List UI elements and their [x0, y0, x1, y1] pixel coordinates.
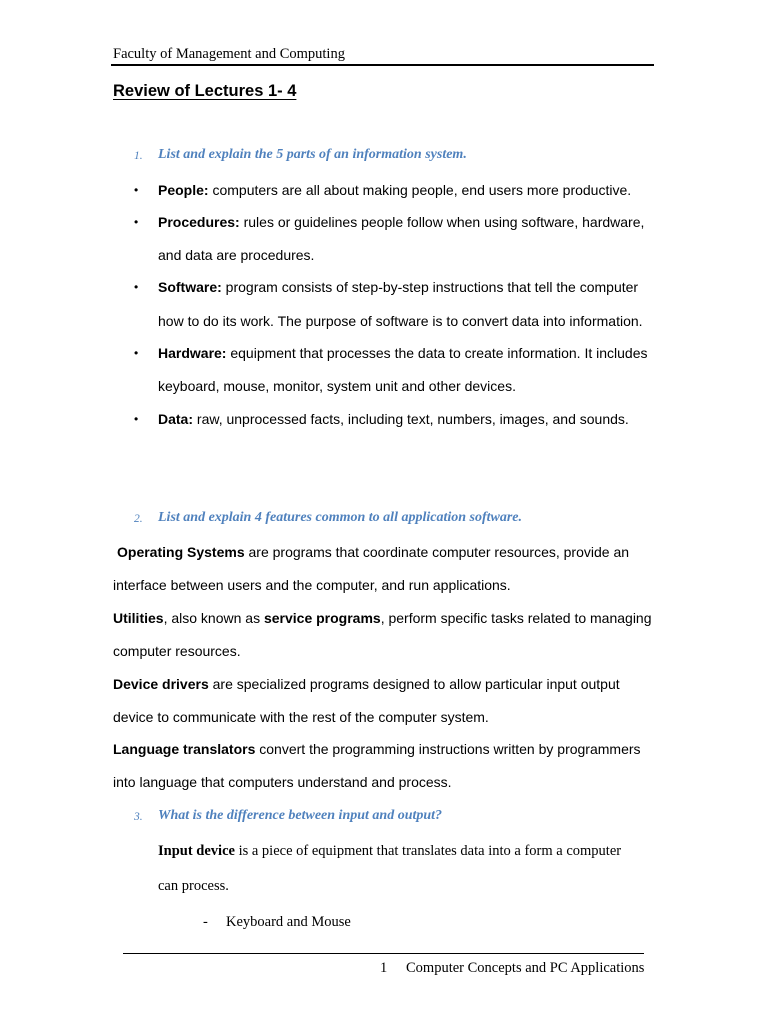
- paragraph-device-drivers-cont: device to communicate with the rest of the computer system.: [113, 709, 489, 725]
- definition-people: computers are all about making people, end users more productive.: [208, 182, 632, 198]
- paragraph-device-drivers: [113, 676, 620, 692]
- definition-language-translators: convert the programming instructions written by programmers: [255, 741, 641, 757]
- question-1-number: 1.: [134, 150, 143, 162]
- term-people: People:: [158, 182, 209, 198]
- running-header: Faculty of Management and Computing: [113, 46, 345, 62]
- list-item-software-cont: how to do its work. The purpose of software is to convert data into information.: [158, 313, 643, 329]
- list-item-software: [158, 279, 638, 295]
- paragraph-language-translators-cont: into language that computers understand and process.: [113, 774, 452, 790]
- utilities-connector: , also known as: [163, 610, 264, 626]
- bullet-dot: •: [134, 346, 139, 360]
- term-hardware: Hardware:: [158, 345, 227, 361]
- example-input-devices: Keyboard and Mouse: [226, 914, 351, 930]
- definition-utilities: , perform specific tasks related to managing: [380, 610, 652, 626]
- list-item-hardware-cont: keyboard, mouse, monitor, system unit and other devices.: [158, 378, 516, 394]
- question-3-number: 3.: [134, 811, 143, 823]
- bullet-dot: •: [134, 412, 139, 426]
- term-language-translators: Language translators: [113, 741, 256, 757]
- header-rule: [111, 64, 654, 66]
- list-item-procedures: [158, 214, 644, 230]
- term-data: Data:: [158, 411, 194, 427]
- list-item-hardware: [158, 345, 648, 361]
- definition-operating-systems: are programs that coordinate computer resources, provide an: [244, 544, 630, 560]
- bullet-dot: •: [134, 183, 139, 197]
- term-input-device: Input device: [158, 843, 235, 859]
- paragraph-input-device-cont: can process.: [158, 878, 229, 894]
- definition-hardware: equipment that processes the data to create information. It includes: [226, 345, 648, 361]
- paragraph-utilities: [113, 610, 652, 626]
- paragraph-language-translators: [113, 741, 641, 757]
- definition-device-drivers: are specialized programs designed to allow particular input output: [208, 676, 620, 692]
- document-title: Review of Lectures 1- 4: [113, 82, 297, 100]
- definition-software: program consists of step-by-step instructions that tell the computer: [221, 279, 639, 295]
- term-procedures: Procedures:: [158, 214, 240, 230]
- paragraph-operating-systems-cont: interface between users and the computer, and run applications.: [113, 577, 511, 593]
- term-software: Software:: [158, 279, 222, 295]
- list-item-procedures-cont: and data are procedures.: [158, 247, 315, 263]
- term-utilities: Utilities: [113, 610, 164, 626]
- term-service-programs: service programs: [263, 610, 381, 626]
- running-footer: Computer Concepts and PC Applications: [406, 960, 645, 976]
- question-2-number: 2.: [134, 513, 143, 525]
- definition-input-device: is a piece of equipment that translates data into a form a computer: [234, 843, 622, 859]
- paragraph-utilities-cont: computer resources.: [113, 643, 241, 659]
- bullet-dot: •: [134, 215, 139, 229]
- term-operating-systems: Operating Systems: [117, 544, 245, 560]
- definition-procedures: rules or guidelines people follow when using software, hardware,: [239, 214, 645, 230]
- question-3-text: What is the difference between input and output?: [158, 808, 443, 823]
- list-item-people: [158, 182, 631, 198]
- bullet-dot: •: [134, 280, 139, 294]
- question-1-text: List and explain the 5 parts of an information system.: [158, 147, 467, 162]
- page-number: 1: [380, 960, 388, 976]
- example-dash: -: [203, 914, 208, 930]
- term-device-drivers: Device drivers: [113, 676, 209, 692]
- definition-data: raw, unprocessed facts, including text, numbers, images, and sounds.: [193, 411, 629, 427]
- question-2-text: List and explain 4 features common to all application software.: [158, 510, 523, 525]
- list-item-data: [158, 411, 629, 427]
- footer-rule: [123, 953, 644, 954]
- paragraph-input-device: [158, 843, 621, 860]
- paragraph-operating-systems: [117, 544, 629, 560]
